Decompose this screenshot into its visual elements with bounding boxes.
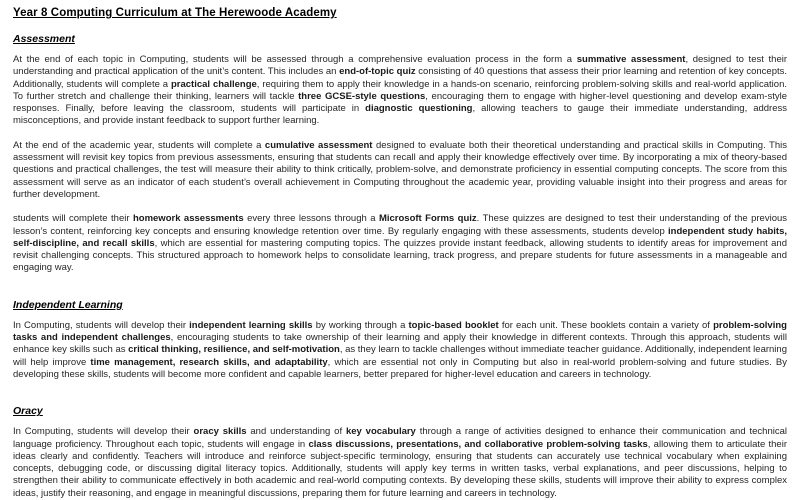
body-text: In Computing, students will develop their — [13, 426, 194, 438]
body-text: for each unit. These booklets contain a variety of — [498, 319, 714, 331]
body-text: by working through a — [312, 319, 409, 331]
body-text: , which are essential not only in Computing but also in real-world problem-solving and future studies. By developing these skills, students will become more confident and capable learners, better prepared for higher-level education and careers in technology. — [13, 356, 787, 380]
body-text: , encouraging students to take ownership of their learning and apply their knowledge in different contexts. Through this approach, students will enhance key skills such as — [13, 332, 787, 356]
emphasized-text: homework assessments — [132, 213, 244, 225]
body-text: In Computing, students will develop their — [13, 319, 190, 331]
emphasized-text: time management, research skills, and adaptability — [90, 356, 328, 368]
paragraph — [13, 213, 787, 274]
section-heading: Independent Learning — [13, 298, 123, 311]
body-text: every three lessons through a — [243, 213, 379, 225]
page-title: Year 8 Computing Curriculum at The Herewoode Academy — [13, 7, 337, 19]
body-text: , as they learn to tackle challenges without immediate teacher guidance. Additionally, independent learning will help improve — [13, 344, 787, 368]
body-text: . These quizzes are designed to test their understanding of the previous lesson’s content, reinforcing key concepts and ensuring knowledge retention over time. By regularly engaging with these assessments, students develop — [13, 213, 788, 237]
emphasized-text: diagnostic questioning — [365, 103, 473, 115]
emphasized-text: oracy skills — [193, 426, 247, 438]
paragraph — [13, 140, 787, 201]
section-heading: Assessment — [13, 33, 75, 45]
emphasized-text: class discussions, presentations, and collaborative problem-solving tasks — [308, 438, 648, 450]
body-text: consisting of 40 questions that assess their prior learning and retention of key concepts. Additionally, students will complete a — [13, 66, 788, 90]
emphasized-text: practical challenge — [170, 78, 257, 90]
emphasized-text: Microsoft Forms quiz — [378, 213, 477, 225]
body-text: designed to evaluate both their theoretical understanding and practical skills in Computing. This assessment will revisit key topics from previous assessments, ensuring that students can recall and apply their knowledge effectively over time. By incorporating a mix of theory-based questions and practical challenges, the test will measure their ability to think critically, problem-solve, and demonstrate proficiency in essential computing concepts. The score from this assessment will serve as an indicator of each student’s overall achievement in Computing throughout the academic year, providing valuable insight into their progress and areas for further development. — [13, 139, 788, 200]
emphasized-text: key vocabulary — [345, 426, 416, 438]
body-text: , designed to test their understanding and practical application of the unit’s content. This includes an — [13, 54, 788, 78]
body-text: , allowing them to articulate their ideas clearly and confidently. Teachers will introduce and reinforce subject-specific terminology, ensuring that students can accurately use technical vocabulary when explaining concepts, debugging code, or discussing digital literacy topics. Additionally, students will apply key terms in written tasks, verbal explanations, and peer discussions, helping to strengthen their ability to communicate effectively in both academic and real-world computing contexts. By developing these skills, students will improve their ability to express complex ideas, justify their reasoning, and engage in meaningful discussions, preparing them for future learning and careers in technology. — [13, 438, 787, 499]
sections-container — [13, 33, 787, 500]
emphasized-text: independent study habits, self-discipline, and recall skills — [13, 225, 787, 249]
body-text: At the end of each topic in Computing, students will be assessed through a comprehensive evaluation process in the form a — [13, 54, 577, 65]
paragraph — [13, 426, 787, 500]
emphasized-text: problem-solving tasks and independent challenges — [13, 319, 787, 344]
emphasized-text: topic-based booklet — [408, 319, 499, 331]
emphasized-text: cumulative assessment — [264, 139, 373, 151]
body-text: , which are essential for mastering computing topics. The quizzes provide instant feedback, allowing students to identify areas for improvement and revisit challenging concepts. This structured approach to homework helps to consolidate learning, track progress, and prepare students for future assessments in a manageable and engaging way. — [13, 237, 787, 274]
body-text: , allowing teachers to gauge their immediate understanding, address misconceptions, and provide instant feedback to support further learning. — [13, 103, 787, 127]
body-text: students will complete their — [13, 213, 133, 225]
section-heading: Oracy — [13, 405, 43, 418]
body-text: and understanding of — [246, 426, 346, 438]
body-text: through a range of activities designed to enhance their communication and technical language proficiency. Throughout each topic, students will engage in — [13, 426, 787, 450]
emphasized-text: end-of-topic quiz — [339, 66, 416, 78]
paragraph — [13, 320, 787, 381]
paragraph — [13, 54, 787, 128]
emphasized-text: three GCSE-style questions — [298, 90, 426, 102]
emphasized-text: critical thinking, resilience, and self-motivation — [128, 344, 340, 356]
body-text: At the end of the academic year, students will complete a — [13, 139, 265, 151]
emphasized-text: independent learning skills — [189, 319, 313, 331]
emphasized-text: summative assessment — [576, 54, 686, 65]
body-text: , encouraging them to engage with higher-level questioning and develop exam-style responses. Finally, before leaving the classroom, students will participate in — [13, 90, 787, 115]
body-text: , requiring them to apply their knowledge in a hands-on scenario, reinforcing problem-solving skills and real-world application. To further stretch and challenge their thinking, learners will tackle — [13, 78, 787, 102]
